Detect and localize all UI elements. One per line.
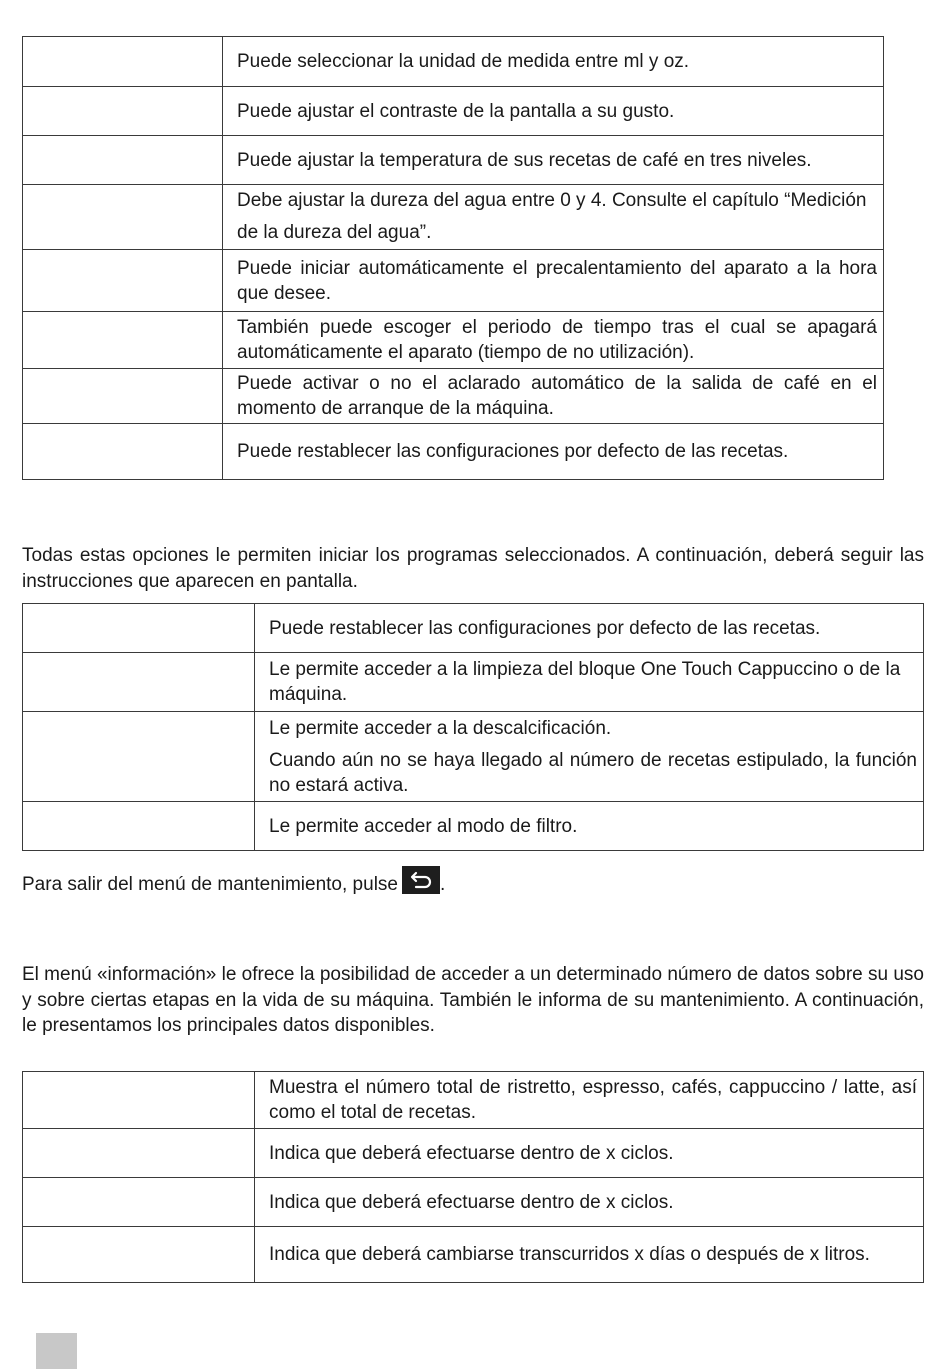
row-description: Indica que deberá efectuarse dentro de x ciclos. <box>255 1129 924 1178</box>
table-row <box>23 185 884 250</box>
row-label <box>23 87 223 136</box>
row-label <box>23 712 255 802</box>
row-description: Indica que deberá cambiarse transcurridos x días o después de x litros. <box>255 1227 924 1283</box>
row-description: Indica que deberá efectuarse dentro de x ciclos. <box>255 1178 924 1227</box>
table-row <box>23 802 924 851</box>
back-arrow-icon <box>402 866 440 894</box>
table-row <box>23 136 884 185</box>
row-description: Muestra el número total de ristretto, espresso, cafés, cappuccino / latte, así como el total de recetas. <box>255 1072 924 1129</box>
row-description: También puede escoger el periodo de tiempo tras el cual se apagará automáticamente el aparato (tiempo de no utilización). <box>223 312 884 369</box>
row-label <box>23 802 255 851</box>
table-row <box>23 1129 924 1178</box>
row-description: Puede restablecer las configuraciones por defecto de las recetas. <box>223 424 884 480</box>
row-description: Puede iniciar automáticamente el precalentamiento del aparato a la hora que desee. <box>223 250 884 312</box>
settings-table <box>22 36 884 480</box>
row-description: Le permite acceder a la descalcificación. Cuando aún no se haya llegado al número de recetas estipulado, la función no estará activa. <box>255 712 924 802</box>
row-label <box>23 1072 255 1129</box>
row-description: Puede ajustar la temperatura de sus recetas de café en tres niveles. <box>223 136 884 185</box>
info-intro-text: El menú «información» le ofrece la posibilidad de acceder a un determinado número de datos sobre su uso y sobre ciertas etapas en la vida de su máquina. También le informa de su mantenimiento. A continuación, le presentamos los principales datos disponibles. <box>22 964 924 1036</box>
row-label <box>23 37 223 87</box>
exit-instruction <box>22 866 924 898</box>
row-label <box>23 604 255 653</box>
row-label <box>23 424 223 480</box>
table-row <box>23 250 884 312</box>
table-row <box>23 312 884 369</box>
table-row <box>23 37 884 87</box>
row-label <box>23 1129 255 1178</box>
info-table <box>22 1071 924 1283</box>
row-label <box>23 1178 255 1227</box>
row-description: Puede activar o no el aclarado automático de la salida de café en el momento de arranque de la máquina. <box>223 369 884 424</box>
row-description: Puede seleccionar la unidad de medida entre ml y oz. <box>223 37 884 87</box>
row-label <box>23 653 255 712</box>
table-row <box>23 87 884 136</box>
table-row <box>23 424 884 480</box>
table-row <box>23 369 884 424</box>
row-label <box>23 250 223 312</box>
row-label <box>23 369 223 424</box>
exit-instruction-period: . <box>439 874 446 895</box>
table-row <box>23 604 924 653</box>
page-tab-marker <box>36 1333 77 1369</box>
maintenance-table <box>22 603 924 851</box>
table-row <box>23 1178 924 1227</box>
table-row <box>23 653 924 712</box>
row-description: Le permite acceder al modo de filtro. <box>255 802 924 851</box>
exit-instruction-text: Para salir del menú de mantenimiento, pulse <box>22 874 398 895</box>
row-label <box>23 312 223 369</box>
table-row <box>23 712 924 802</box>
maintenance-intro-text: Todas estas opciones le permiten iniciar los programas seleccionados. A continuación, deberá seguir las instrucciones que aparecen en pantalla. <box>22 545 924 592</box>
row-description: Puede restablecer las configuraciones por defecto de las recetas. <box>255 604 924 653</box>
row-description: Le permite acceder a la limpieza del bloque One Touch Cappuccino o de la máquina. <box>255 653 924 712</box>
table-row <box>23 1227 924 1283</box>
row-description: Puede ajustar el contraste de la pantalla a su gusto. <box>223 87 884 136</box>
row-label <box>23 136 223 185</box>
row-description: Debe ajustar la dureza del agua entre 0 y 4. Consulte el capítulo “Medición de la dureza del agua”. <box>223 185 884 250</box>
row-label <box>23 185 223 250</box>
table-row <box>23 1072 924 1129</box>
row-label <box>23 1227 255 1283</box>
